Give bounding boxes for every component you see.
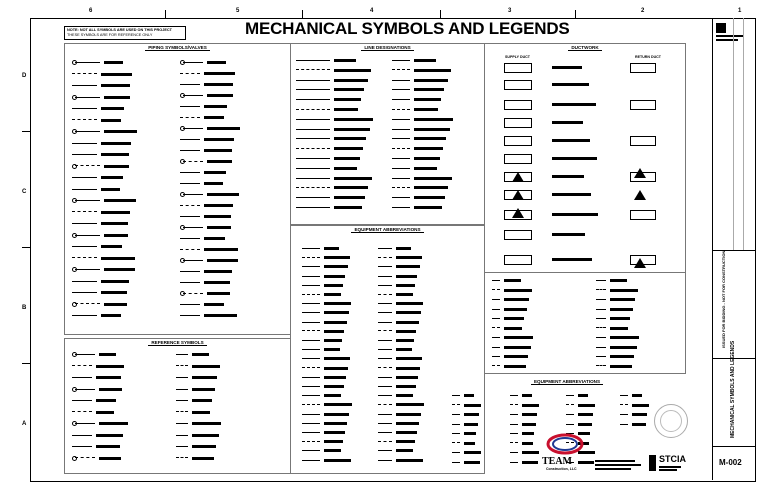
equipment-abbreviation-row: [378, 255, 422, 260]
line-designation-row: [392, 68, 451, 73]
piping-symbol-row: [180, 258, 238, 263]
device-symbol-row: [596, 335, 639, 340]
equipment-abbreviation-row: [566, 422, 592, 427]
device-symbol-row: [596, 364, 632, 369]
device-symbol-row: [492, 345, 531, 350]
device-symbol-row: [596, 297, 635, 302]
general-note-box: [64, 26, 186, 40]
equipment-abbreviation-row: [378, 366, 420, 371]
equipment-abbreviation-row: [378, 310, 421, 315]
line-designation-row: [392, 107, 438, 112]
piping-symbol-row: [180, 71, 235, 76]
duct-label-line: [548, 138, 590, 143]
piping-symbol-row: [72, 187, 120, 192]
line-designation-row: [296, 146, 363, 151]
piping-symbol-row: [180, 203, 233, 208]
duct-label-line: [548, 65, 582, 70]
device-symbol-row: [492, 278, 521, 283]
line-designation-row: [392, 195, 445, 200]
line-designation-row: [296, 195, 365, 200]
line-designation-row: [296, 97, 361, 102]
reference-symbol-row: [72, 456, 121, 461]
line-designation-row: [392, 166, 437, 171]
duct-label-line: [548, 82, 589, 87]
contractor-info: [594, 456, 646, 478]
duct-label-line: [548, 192, 591, 197]
piping-symbol-row: [180, 126, 240, 131]
equipment-abbreviation-row: [302, 421, 347, 426]
panel-title: EQUIPMENT ABBREVIATIONS: [531, 379, 603, 385]
grid-tick: [22, 247, 30, 248]
stcia-logo-text: STCIA: [659, 454, 686, 464]
panel-title: EQUIPMENT ABBREVIATIONS: [351, 227, 423, 233]
piping-symbol-row: [72, 129, 137, 134]
device-symbol-row: [492, 354, 528, 359]
piping-symbol-row: [72, 83, 130, 88]
piping-symbol-row: [180, 159, 232, 164]
piping-symbol-row: [180, 269, 232, 274]
reference-symbol-row: [72, 444, 120, 449]
equipment-abbreviation-row: [302, 375, 346, 380]
equipment-abbreviation-row: [566, 403, 595, 408]
grid-tick: [22, 131, 30, 132]
grid-tick: [22, 363, 30, 364]
column-header: RETURN DUCT: [635, 55, 661, 59]
equipment-abbreviation-row: [302, 264, 348, 269]
equipment-abbreviation-row: [378, 274, 417, 279]
equipment-abbreviation-row: [566, 412, 593, 417]
duct-symbol-icon: [504, 255, 532, 265]
reference-symbols-panel: [64, 338, 291, 474]
panel-title: LINE DESIGNATIONS: [361, 45, 413, 51]
reference-symbol-row: [72, 387, 122, 392]
equipment-abbreviation-row: [452, 422, 478, 427]
panel-title: REFERENCE SYMBOLS: [148, 340, 206, 346]
equipment-abbreviation-row: [302, 283, 343, 288]
equipment-abbreviation-row: [302, 448, 341, 453]
line-designation-row: [296, 127, 370, 132]
device-symbol-row: [596, 316, 630, 321]
piping-symbol-row: [180, 115, 224, 120]
piping-symbol-row: [72, 118, 121, 123]
equipment-abbreviation-row: [510, 431, 534, 436]
duct-label-line: [548, 156, 597, 161]
duct-label-line: [548, 232, 585, 237]
line-designation-row: [392, 146, 443, 151]
equipment-abbreviation-row: [302, 384, 344, 389]
duct-label-line: [548, 257, 592, 262]
equipment-abbreviation-row: [302, 412, 349, 417]
panel-title: DUCTWORK: [568, 45, 601, 51]
grid-label-top: 4: [370, 8, 374, 14]
piping-symbol-row: [180, 236, 225, 241]
grid-label-top: 1: [738, 8, 742, 14]
duct-symbol-icon: [504, 118, 532, 128]
reference-symbol-row: [176, 421, 221, 426]
equipment-abbreviation-row: [378, 393, 413, 398]
piping-symbol-row: [72, 164, 129, 169]
piping-symbol-row: [72, 141, 131, 146]
equipment-abbreviation-row: [378, 375, 418, 380]
piping-symbol-row: [72, 313, 121, 318]
piping-symbol-row: [72, 72, 132, 77]
device-symbol-row: [492, 326, 522, 331]
equipment-abbreviation-row: [378, 283, 415, 288]
diffuser-triangle-icon: [634, 258, 646, 268]
device-symbol-row: [492, 297, 529, 302]
duct-symbol-icon: [504, 63, 532, 73]
piping-symbol-row: [180, 291, 230, 296]
grid-label-left: A: [22, 421, 27, 427]
duct-symbol-icon: [630, 63, 656, 73]
equipment-abbreviation-row: [620, 403, 649, 408]
equipment-abbreviation-row: [378, 329, 416, 334]
piping-symbol-row: [180, 170, 226, 175]
reference-symbol-row: [72, 421, 128, 426]
duct-symbol-icon: [504, 136, 532, 146]
line-designation-row: [296, 58, 356, 63]
line-designation-row: [296, 166, 357, 171]
line-designation-row: [392, 136, 446, 141]
equipment-abbreviation-row: [302, 430, 345, 435]
device-symbol-row: [596, 307, 633, 312]
reference-symbol-row: [176, 364, 220, 369]
line-designation-row: [296, 78, 368, 83]
reference-symbol-row: [176, 352, 209, 357]
grid-label-top: 6: [89, 8, 93, 14]
equipment-abbreviation-row: [510, 393, 532, 398]
diffuser-triangle-icon: [512, 172, 524, 182]
title-block: [712, 18, 755, 480]
reference-symbol-row: [176, 456, 214, 461]
equipment-abbreviation-row: [302, 246, 339, 251]
piping-symbol-row: [180, 280, 230, 285]
piping-symbol-row: [180, 302, 224, 307]
equipment-abbreviation-row: [302, 301, 351, 306]
equipment-abbreviation-row: [302, 274, 345, 279]
equipment-abbreviation-row: [378, 430, 417, 435]
equipment-abbreviation-row: [620, 393, 642, 398]
stcia-logo: [648, 452, 684, 476]
reference-symbol-row: [72, 352, 116, 357]
equipment-abbreviation-row: [302, 329, 344, 334]
line-designation-row: [392, 58, 436, 63]
line-designation-row: [296, 185, 368, 190]
device-symbol-row: [596, 354, 634, 359]
duct-symbol-icon: [630, 136, 656, 146]
piping-symbol-row: [72, 175, 123, 180]
reference-symbol-row: [72, 398, 116, 403]
reference-symbol-row: [72, 375, 121, 380]
line-designation-row: [296, 68, 371, 73]
piping-symbol-row: [180, 214, 231, 219]
equipment-abbreviation-row: [510, 450, 539, 455]
piping-symbol-row: [180, 104, 227, 109]
equipment-abbreviation-row: [302, 356, 350, 361]
equipment-abbreviation-row: [452, 431, 476, 436]
reference-symbol-row: [176, 433, 219, 438]
line-designation-row: [296, 156, 360, 161]
line-designation-row: [392, 185, 448, 190]
equipment-abbreviation-row: [378, 421, 419, 426]
equipment-abbreviation-row: [302, 393, 341, 398]
equipment-abbreviation-row: [378, 292, 413, 297]
equipment-abbreviation-row: [302, 338, 342, 343]
grid-label-left: D: [22, 73, 27, 79]
piping-symbol-row: [180, 225, 231, 230]
equipment-abbreviation-row: [452, 450, 481, 455]
equipment-abbreviation-row: [510, 412, 537, 417]
piping-symbol-row: [72, 256, 135, 261]
equipment-abbreviation-row: [378, 402, 424, 407]
duct-label-line: [548, 102, 596, 107]
equipment-abbreviation-row: [378, 246, 411, 251]
line-designation-row: [392, 156, 440, 161]
line-designation-row: [296, 176, 372, 181]
grid-tick: [440, 10, 441, 18]
equipment-abbreviation-row: [510, 460, 538, 465]
line-designation-row: [296, 205, 362, 210]
piping-symbol-row: [180, 192, 239, 197]
piping-symbol-row: [72, 198, 136, 203]
reference-symbol-row: [176, 444, 216, 449]
grid-label-top: 3: [508, 8, 512, 14]
grid-label-left: B: [22, 305, 27, 311]
device-symbol-row: [492, 364, 526, 369]
piping-symbol-row: [180, 82, 233, 87]
duct-label-line: [548, 174, 584, 179]
team-logo-subtext: Construction, LLC: [546, 467, 577, 471]
line-designation-row: [296, 117, 373, 122]
equipment-abbreviation-row: [452, 393, 474, 398]
line-designation-row: [296, 87, 364, 92]
equipment-abbreviation-row: [302, 458, 351, 463]
piping-symbol-row: [72, 279, 129, 284]
grid-label-top: 5: [236, 8, 240, 14]
equipment-abbreviation-row: [378, 458, 423, 463]
piping-symbol-row: [180, 181, 223, 186]
equipment-abbreviation-row: [510, 422, 536, 427]
line-designation-row: [296, 136, 366, 141]
equipment-abbreviation-row: [378, 384, 416, 389]
piping-symbol-row: [72, 290, 127, 295]
equipment-abbreviation-row: [452, 412, 479, 417]
reference-symbol-row: [176, 398, 212, 403]
engineer-seal: [654, 404, 688, 438]
duct-label-line: [548, 212, 598, 217]
note-line: NOTE: NOT ALL SYMBOLS ARE USED ON THIS PROJECT: [67, 28, 172, 32]
equipment-abbreviation-row: [302, 366, 348, 371]
line-designation-row: [392, 127, 450, 132]
grid-label-left: C: [22, 189, 27, 195]
duct-label-line: [548, 120, 583, 125]
line-designation-row: [392, 117, 453, 122]
equipment-abbreviation-row: [302, 255, 350, 260]
equipment-abbreviation-row: [378, 439, 415, 444]
line-designation-row: [392, 97, 441, 102]
equipment-abbreviation-row: [378, 347, 412, 352]
piping-symbol-row: [72, 244, 122, 249]
device-symbol-row: [596, 326, 628, 331]
reference-symbol-row: [176, 387, 215, 392]
piping-symbol-row: [72, 233, 128, 238]
reference-symbol-row: [72, 433, 123, 438]
sheet-title: MECHANICAL SYMBOLS AND LEGENDS: [245, 19, 570, 38]
device-symbol-row: [596, 345, 637, 350]
equipment-abbreviation-row: [378, 301, 423, 306]
equipment-abbreviation-row: [510, 441, 533, 446]
piping-symbol-row: [72, 267, 135, 272]
reference-symbol-row: [72, 364, 124, 369]
duct-symbol-icon: [504, 154, 532, 164]
equipment-abbreviation-row: [302, 402, 352, 407]
device-symbol-row: [492, 288, 532, 293]
equipment-abbreviation-row: [378, 338, 414, 343]
note-line: THESE SYMBOLS ARE FOR REFERENCE ONLY: [67, 33, 153, 37]
sheet-number: M-002: [719, 458, 742, 467]
equipment-abbreviation-row: [510, 403, 539, 408]
equipment-abbreviation-row: [566, 393, 588, 398]
piping-symbol-row: [72, 221, 128, 226]
line-designation-row: [392, 205, 442, 210]
duct-symbol-icon: [630, 100, 656, 110]
piping-symbol-row: [72, 152, 129, 157]
diffuser-triangle-icon: [634, 190, 646, 200]
equipment-abbreviation-row: [302, 439, 343, 444]
equipment-abbreviation-row: [302, 310, 349, 315]
piping-symbol-row: [180, 93, 233, 98]
equipment-abbreviation-row: [302, 292, 341, 297]
equipment-abbreviation-row: [302, 320, 347, 325]
equipment-abbreviation-row: [378, 448, 413, 453]
equipment-abbreviation-row: [378, 356, 422, 361]
piping-symbol-row: [180, 60, 226, 65]
issue-status-text: ISSUED FOR BIDDING - NOT FOR CONSTRUCTION: [721, 250, 726, 348]
line-designation-row: [392, 87, 444, 92]
duct-symbol-icon: [630, 210, 656, 220]
grid-tick: [165, 10, 166, 18]
piping-symbol-row: [72, 106, 124, 111]
duct-symbol-icon: [504, 80, 532, 90]
duct-symbol-icon: [504, 100, 532, 110]
piping-symbol-row: [180, 137, 234, 142]
piping-symbol-row: [180, 313, 237, 318]
reference-symbol-row: [176, 410, 210, 415]
diffuser-triangle-icon: [512, 208, 524, 218]
reference-symbol-row: [176, 375, 217, 380]
title-block-sheet-title: MECHANICAL SYMBOLS AND LEGENDS: [730, 340, 736, 438]
piping-symbol-row: [72, 95, 130, 100]
diffuser-triangle-icon: [512, 190, 524, 200]
duct-symbol-icon: [504, 230, 532, 240]
grid-label-top: 2: [641, 8, 645, 14]
equipment-abbreviation-row: [620, 422, 646, 427]
piping-symbol-row: [72, 210, 130, 215]
piping-symbol-row: [72, 60, 123, 65]
line-designation-row: [392, 176, 452, 181]
piping-symbol-row: [180, 247, 238, 252]
team-logo-text: TEAM: [542, 456, 572, 467]
firm-logo-block: [716, 23, 726, 33]
piping-symbol-row: [180, 148, 232, 153]
equipment-abbreviation-row: [452, 441, 475, 446]
device-symbol-row: [492, 307, 527, 312]
column-header: SUPPLY DUCT: [505, 55, 530, 59]
grid-tick: [302, 10, 303, 18]
equipment-abbreviation-row: [620, 412, 647, 417]
diffuser-triangle-icon: [634, 168, 646, 178]
equipment-abbreviation-row: [452, 403, 481, 408]
panel-title: PIPING SYMBOLS/VALVES: [145, 45, 210, 51]
device-symbol-row: [492, 316, 524, 321]
equipment-abbreviation-row: [378, 320, 419, 325]
device-symbol-row: [492, 335, 533, 340]
line-designation-row: [296, 107, 358, 112]
equipment-abbreviation-row: [378, 264, 420, 269]
equipment-abbreviation-row: [302, 347, 340, 352]
grid-tick: [575, 10, 576, 18]
equipment-abbreviation-row: [452, 460, 480, 465]
piping-symbol-row: [72, 302, 127, 307]
equipment-abbreviation-row: [378, 412, 421, 417]
reference-symbol-row: [72, 410, 114, 415]
line-designation-row: [392, 78, 448, 83]
device-symbol-row: [596, 288, 638, 293]
device-symbol-row: [596, 278, 627, 283]
